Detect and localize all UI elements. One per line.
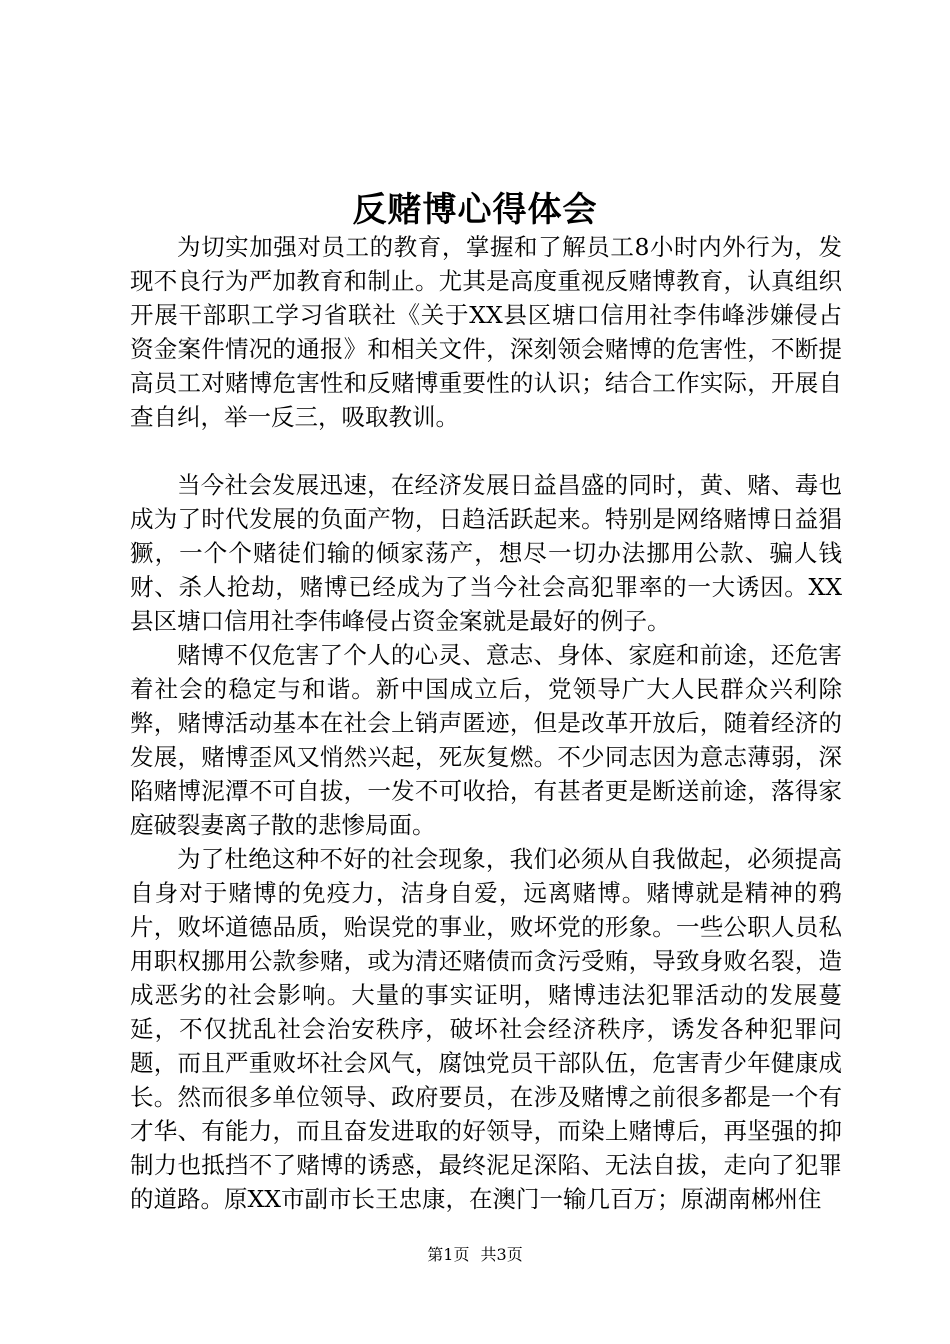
- page-title: 反赌博心得体会: [352, 190, 598, 230]
- paragraph-3: 赌博不仅危害了个人的心灵、意志、身体、家庭和前途，还危害着社会的稳定与和谐。新中国成立后，党领导广大人民群众兴利除弊，赌博活动基本在社会上销声匿迹，但是改革开放后，随着经济的发展，赌博歪风又悄然兴起，死灰复燃。不少同志因为意志薄弱，深陷赌博泥潭不可自拔，一发不可收拾，有甚者更是断送前途，落得家庭破裂妻离子散的悲惨局面。: [130, 641, 842, 839]
- page-total: 共3页: [480, 1245, 523, 1264]
- paragraph-2: 当今社会发展迅速，在经济发展日益昌盛的同时，黄、赌、毒也成为了时代发展的负面产物，日趋活跃起来。特别是网络赌博日益猖獗，一个个赌徒们输的倾家荡产，想尽一切办法挪用公款、骗人钱财、杀人抢劫，赌博已经成为了当今社会高犯罪率的一大诱因。XX县区塘口信用社李伟峰侵占资金案就是最好的例子。: [130, 471, 842, 635]
- page-footer: [0, 1244, 950, 1266]
- paragraph-4: 为了杜绝这种不好的社会现象，我们必须从自我做起，必须提高自身对于赌博的免疫力，洁身自爱，远离赌博。赌博就是精神的鸦片，败坏道德品质，贻误党的事业，败坏党的形象。一些公职人员私用职权挪用公款参赌，或为清还赌债而贪污受贿，导致身败名裂，造成恶劣的社会影响。大量的事实证明，赌博违法犯罪活动的发展蔓延，不仅扰乱社会治安秩序，破坏社会经济秩序，诱发各种犯罪问题，而且严重败坏社会风气，腐蚀党员干部队伍，危害青少年健康成长。然而很多单位领导、政府要员，在涉及赌博之前很多都是一个有才华、有能力，而且奋发进取的好领导，而染上赌博后，再坚强的抑制力也抵挡不了赌博的诱惑，最终泥足深陷、无法自拔，走向了犯罪的道路。原XX市副市长王忠康，在澳门一输几百万；原湖南郴州住: [130, 845, 842, 1213]
- document-body: [130, 230, 842, 1216]
- paragraph-1: 为切实加强对员工的教育，掌握和了解员工8小时内外行为，发现不良行为严加教育和制止。尤其是高度重视反赌博教育，认真组织开展干部职工学习省联社《关于XX县区塘口信用社李伟峰涉嫌侵占资金案件情况的通报》和相关文件，深刻领会赌博的危害性，不断提高员工对赌博危害性和反赌博重要性的认识；结合工作实际，开展自查自纠，举一反三，吸取教训。: [130, 233, 842, 431]
- page-number: 第1页: [427, 1245, 470, 1264]
